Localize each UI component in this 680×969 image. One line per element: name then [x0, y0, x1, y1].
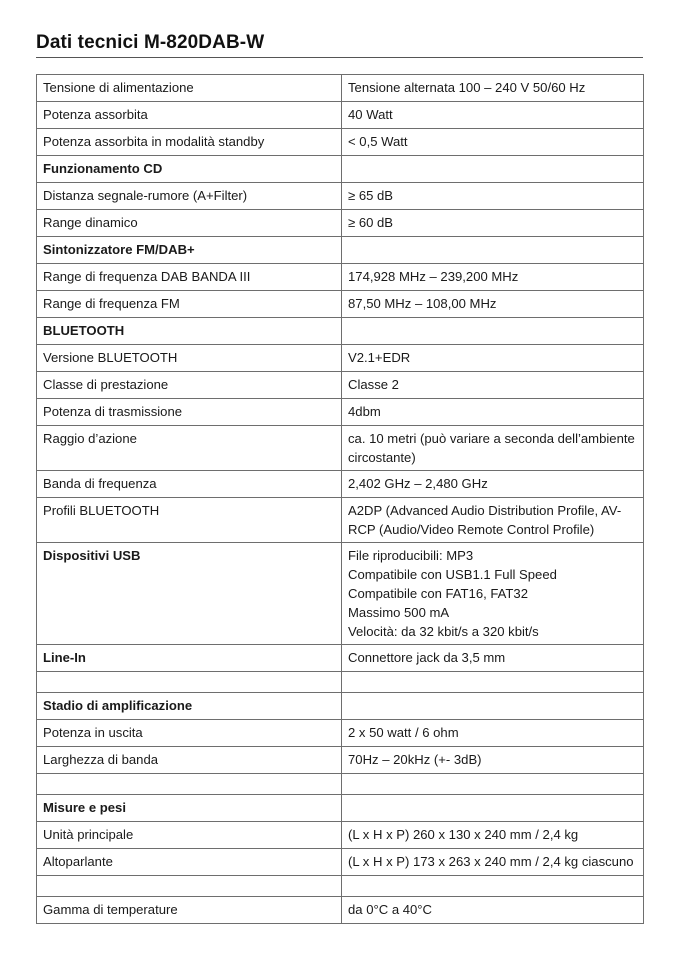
table-row — [37, 102, 644, 129]
spec-label: Potenza in uscita — [37, 720, 342, 747]
spec-value — [342, 672, 644, 693]
spec-value-line: Connettore jack da 3,5 mm — [348, 650, 506, 665]
section-title: Stadio di amplificazione — [37, 693, 342, 720]
spec-value-line: 70Hz – 20kHz (+- 3dB) — [348, 752, 482, 767]
spec-label: Potenza assorbita in modalità standby — [37, 129, 342, 156]
spacer-row — [37, 774, 644, 795]
spacer-row — [37, 876, 644, 897]
table-row — [37, 849, 644, 876]
spec-label: Range dinamico — [37, 210, 342, 237]
table-row — [37, 645, 644, 672]
spec-value — [342, 747, 644, 774]
spec-label: Potenza di trasmissione — [37, 399, 342, 426]
spec-value-line: 174,928 MHz – 239,200 MHz — [348, 269, 519, 284]
spec-value — [342, 795, 644, 822]
spec-value — [342, 471, 644, 498]
spec-value — [342, 876, 644, 897]
section-title: Line-In — [37, 645, 342, 672]
spec-label — [37, 876, 342, 897]
spec-value — [342, 318, 644, 345]
spec-table — [36, 74, 644, 924]
spec-value — [342, 897, 644, 924]
section-title: Funzionamento CD — [37, 156, 342, 183]
section-title: Sintonizzatore FM/DAB+ — [37, 237, 342, 264]
spec-value-line: A2DP (Advanced Audio Distribution Profile, AV- — [348, 503, 622, 518]
spec-value-line: V2.1+EDR — [348, 350, 411, 365]
spec-value — [342, 399, 644, 426]
table-row — [37, 498, 644, 543]
spec-value — [342, 102, 644, 129]
spec-value-line: da 0°C a 40°C — [348, 902, 432, 917]
section-title: BLUETOOTH — [37, 318, 342, 345]
table-row — [37, 291, 644, 318]
page-title: Dati tecnici M-820DAB-W — [36, 32, 265, 53]
spec-value-line: Compatibile con USB1.1 Full Speed — [348, 567, 557, 582]
table-row — [37, 543, 644, 645]
spec-value — [342, 75, 644, 102]
spec-value-line: File riproducibili: MP3 — [348, 548, 474, 563]
section-header-row — [37, 795, 644, 822]
spec-table-body — [37, 75, 644, 924]
table-row — [37, 897, 644, 924]
table-row — [37, 426, 644, 471]
spec-value — [342, 426, 644, 471]
spec-value — [342, 645, 644, 672]
spec-label: Altoparlante — [37, 849, 342, 876]
table-row — [37, 372, 644, 399]
spacer-row — [37, 672, 644, 693]
table-row — [37, 471, 644, 498]
spec-label: Classe di prestazione — [37, 372, 342, 399]
spec-value — [342, 156, 644, 183]
spec-value-line: circostante) — [348, 450, 416, 465]
spec-label: Unità principale — [37, 822, 342, 849]
spec-label: Range di frequenza FM — [37, 291, 342, 318]
spec-label: Banda di frequenza — [37, 471, 342, 498]
spec-value-line: Massimo 500 mA — [348, 605, 450, 620]
table-row — [37, 210, 644, 237]
spec-label: Raggio d’azione — [37, 426, 342, 471]
table-row — [37, 720, 644, 747]
spec-value-line: Classe 2 — [348, 377, 399, 392]
spec-value — [342, 693, 644, 720]
table-row — [37, 75, 644, 102]
spec-label: Tensione di alimentazione — [37, 75, 342, 102]
spec-value-line: ≥ 60 dB — [348, 215, 394, 230]
table-row — [37, 747, 644, 774]
spec-value — [342, 129, 644, 156]
spec-value-line: < 0,5 Watt — [348, 134, 408, 149]
table-row — [37, 345, 644, 372]
spec-value-line: Compatibile con FAT16, FAT32 — [348, 586, 528, 601]
spec-value-line: 2 x 50 watt / 6 ohm — [348, 725, 459, 740]
table-row — [37, 129, 644, 156]
spec-value — [342, 345, 644, 372]
table-row — [37, 264, 644, 291]
spec-label: Profili BLUETOOTH — [37, 498, 342, 543]
spec-value-line: (L x H x P) 260 x 130 x 240 mm / 2,4 kg — [348, 827, 579, 842]
spec-value-line: RCP (Audio/Video Remote Control Profile) — [348, 522, 595, 537]
spec-label: Range di frequenza DAB BANDA III — [37, 264, 342, 291]
section-title: Dispositivi USB — [37, 543, 342, 645]
spec-value-line: Tensione alternata 100 – 240 V 50/60 Hz — [348, 80, 586, 95]
spec-value — [342, 774, 644, 795]
section-header-row — [37, 693, 644, 720]
spec-value — [342, 291, 644, 318]
spec-value-line: ca. 10 metri (può variare a seconda dell’ambiente — [348, 431, 635, 446]
spec-label: Larghezza di banda — [37, 747, 342, 774]
spec-label: Versione BLUETOOTH — [37, 345, 342, 372]
spec-value — [342, 210, 644, 237]
spec-label — [37, 672, 342, 693]
section-header-row — [37, 318, 644, 345]
spec-value-line: Velocità: da 32 kbit/s a 320 kbit/s — [348, 624, 539, 639]
section-header-row — [37, 237, 644, 264]
spec-label: Potenza assorbita — [37, 102, 342, 129]
spec-label — [37, 774, 342, 795]
spec-value — [342, 543, 644, 645]
spec-label: Gamma di temperature — [37, 897, 342, 924]
table-row — [37, 822, 644, 849]
spec-value-line: (L x H x P) 173 x 263 x 240 mm / 2,4 kg ciascuno — [348, 854, 634, 869]
spec-value — [342, 372, 644, 399]
spec-value-line: 87,50 MHz – 108,00 MHz — [348, 296, 497, 311]
section-title: Misure e pesi — [37, 795, 342, 822]
table-row — [37, 399, 644, 426]
spec-value-line: 40 Watt — [348, 107, 393, 122]
spec-value — [342, 822, 644, 849]
table-row — [37, 183, 644, 210]
spec-value-line: 4dbm — [348, 404, 381, 419]
title-divider — [36, 57, 643, 58]
spec-value-line: 2,402 GHz – 2,480 GHz — [348, 476, 488, 491]
spec-value — [342, 849, 644, 876]
spec-value-line: ≥ 65 dB — [348, 188, 394, 203]
section-header-row — [37, 156, 644, 183]
spec-value — [342, 237, 644, 264]
spec-value — [342, 183, 644, 210]
spec-label: Distanza segnale-rumore (A+Filter) — [37, 183, 342, 210]
spec-value — [342, 498, 644, 543]
spec-value — [342, 720, 644, 747]
spec-value — [342, 264, 644, 291]
